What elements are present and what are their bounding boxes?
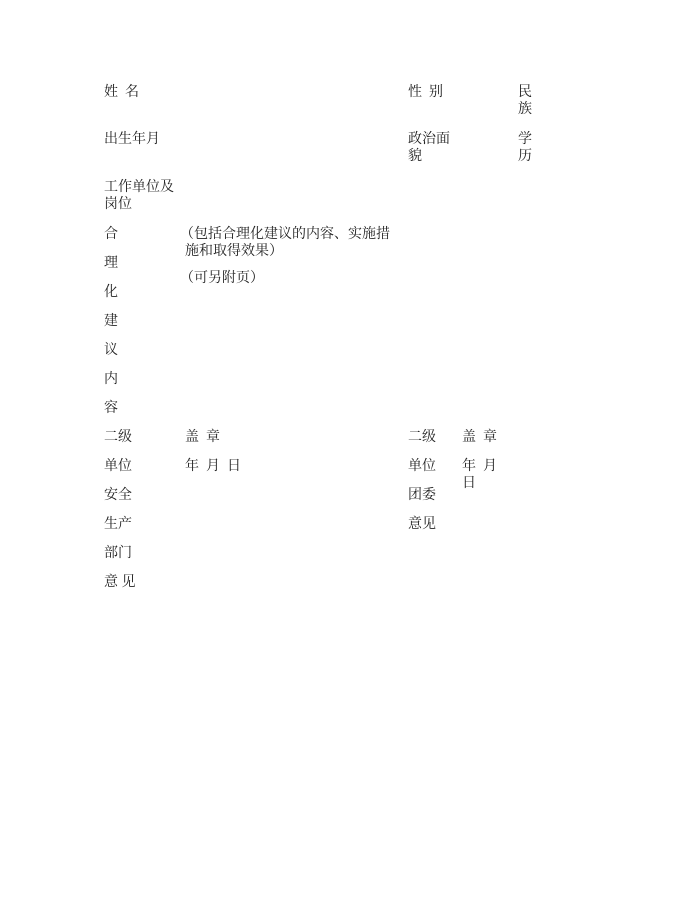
league-label: 意见 — [408, 517, 436, 532]
proposal-label-char: 内 — [104, 372, 118, 387]
safety-seal: 盖 章 — [185, 430, 220, 445]
league-label: 二级 — [408, 430, 436, 445]
safety-label: 部门 — [104, 546, 132, 561]
proposal-hint-1: （包括合理化建议的内容、实施措 — [180, 227, 390, 242]
gender-label: 性 别 — [408, 85, 443, 100]
birth-label: 出生年月 — [104, 132, 160, 147]
safety-label: 意 见 — [104, 575, 136, 590]
political-label-1: 政治面 — [408, 132, 450, 147]
proposal-label-char: 容 — [104, 401, 118, 416]
safety-label: 单位 — [104, 459, 132, 474]
safety-label: 生产 — [104, 517, 132, 532]
political-label-2: 貌 — [408, 149, 422, 164]
work-unit-label-2: 岗位 — [104, 197, 132, 212]
proposal-hint-2: 施和取得效果） — [185, 244, 283, 259]
attachment-hint: （可另附页） — [180, 271, 264, 286]
safety-label: 安全 — [104, 488, 132, 503]
ethnicity-label-2: 族 — [518, 102, 532, 117]
league-seal: 盖 章 — [462, 430, 497, 445]
safety-date: 年 月 日 — [185, 459, 241, 474]
safety-label: 二级 — [104, 430, 132, 445]
education-label-1: 学 — [518, 132, 532, 147]
name-label: 姓 名 — [104, 85, 139, 100]
league-label: 团委 — [408, 488, 436, 503]
proposal-label-char: 理 — [104, 256, 118, 271]
ethnicity-label-1: 民 — [518, 85, 532, 100]
proposal-label-char: 建 — [104, 314, 118, 329]
proposal-label-char: 化 — [104, 285, 118, 300]
education-label-2: 历 — [518, 149, 532, 164]
league-date-1: 年 月 — [462, 459, 497, 474]
proposal-label-char: 合 — [104, 227, 118, 242]
league-date-2: 日 — [462, 476, 476, 491]
work-unit-label-1: 工作单位及 — [104, 180, 174, 195]
league-label: 单位 — [408, 459, 436, 474]
proposal-label-char: 议 — [104, 343, 118, 358]
